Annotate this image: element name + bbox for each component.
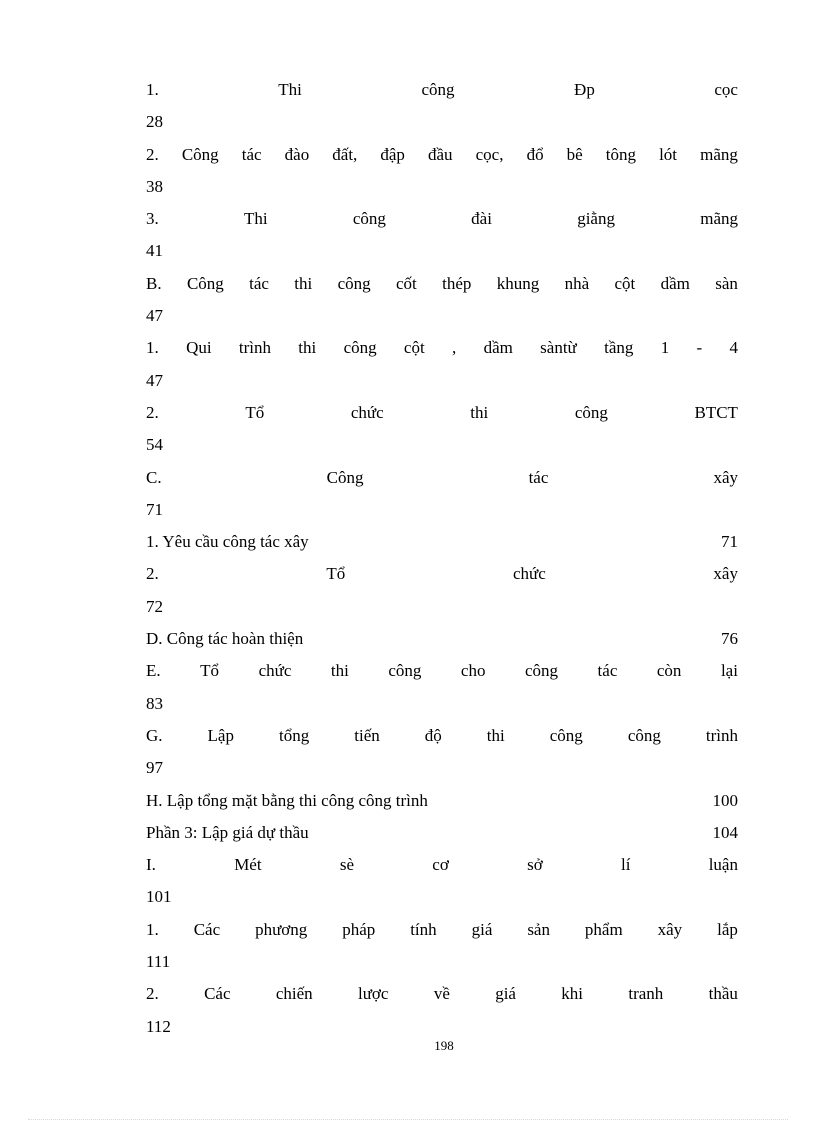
toc-word: Tổ xyxy=(200,661,220,681)
toc-word: mãng xyxy=(700,144,738,164)
toc-word: trình xyxy=(705,725,738,745)
toc-word: trình xyxy=(238,338,271,358)
toc-word: thép xyxy=(442,273,472,293)
toc-word: đài xyxy=(471,209,492,229)
toc-word: công xyxy=(337,273,371,293)
toc-word: thầu xyxy=(708,984,738,1004)
toc-word: xây xyxy=(713,467,738,487)
toc-line xyxy=(146,462,738,494)
toc-line xyxy=(146,558,738,590)
toc-line xyxy=(146,720,738,752)
toc-word: 3. xyxy=(146,209,159,229)
toc-word: tông xyxy=(605,144,636,164)
toc-line xyxy=(146,591,738,623)
toc-word: Thi xyxy=(244,209,268,229)
toc-line xyxy=(146,655,738,687)
toc-entry-page: 111 xyxy=(146,952,171,972)
toc-word: - xyxy=(696,338,703,358)
toc-word: cột xyxy=(403,338,425,358)
toc-word: lót xyxy=(659,144,678,164)
toc-word: thi xyxy=(294,273,313,293)
toc-word: xây xyxy=(713,564,738,584)
toc-word: Các xyxy=(204,984,231,1004)
toc-word: công xyxy=(574,402,608,422)
toc-word: đào xyxy=(284,144,310,164)
toc-word: dầm xyxy=(483,338,513,358)
toc-entry-title: H. Lập tổng mặt bằng thi công công trình xyxy=(146,790,428,810)
toc-word: sở xyxy=(527,855,543,875)
footer-divider xyxy=(28,1119,788,1120)
toc-line xyxy=(146,397,738,429)
toc-word: chức xyxy=(258,661,292,681)
toc-word: thi xyxy=(298,338,317,358)
toc-word: thi xyxy=(486,725,505,745)
toc-line xyxy=(146,623,738,655)
toc-word: cốt xyxy=(395,273,417,293)
toc-line xyxy=(146,946,738,978)
toc-word: cho xyxy=(460,661,486,681)
toc-word: thi xyxy=(470,402,489,422)
toc-line xyxy=(146,139,738,171)
toc-line xyxy=(146,235,738,267)
toc-word: 2. xyxy=(146,144,159,164)
toc-word: 2. xyxy=(146,564,159,584)
toc-word: bê xyxy=(566,144,583,164)
toc-line xyxy=(146,914,738,946)
toc-word: đất, xyxy=(332,144,358,164)
toc-entry-title: D. Công tác hoàn thiện xyxy=(146,629,304,649)
toc-word: sàntừ xyxy=(540,338,577,358)
toc-word: giằng xyxy=(577,209,615,229)
toc-word: tiến xyxy=(354,725,380,745)
toc-word: xây xyxy=(657,919,683,939)
toc-word: sản xyxy=(527,919,550,939)
toc-word: Công xyxy=(181,144,219,164)
toc-word: phương xyxy=(255,919,308,939)
toc-word: tranh xyxy=(628,984,664,1004)
toc-word: 4 xyxy=(729,338,738,358)
toc-word: dầm xyxy=(660,273,690,293)
toc-word: lí xyxy=(620,855,631,875)
toc-word: 2. xyxy=(146,402,159,422)
toc-word: khung xyxy=(496,273,540,293)
toc-word: phẩm xyxy=(584,919,623,939)
toc-word: lược xyxy=(358,984,389,1004)
toc-word: chức xyxy=(512,564,546,584)
toc-word: 1 xyxy=(660,338,670,358)
toc-line xyxy=(146,106,738,138)
toc-line xyxy=(146,688,738,720)
toc-entry-page: 47 xyxy=(146,306,163,326)
toc-word: sè xyxy=(339,855,355,875)
toc-word: tác xyxy=(241,144,262,164)
toc-line xyxy=(146,332,738,364)
toc-entry-page: 100 xyxy=(712,790,738,810)
toc-word: công xyxy=(549,725,583,745)
toc-word: đổ xyxy=(526,144,544,164)
toc-entry-page: 101 xyxy=(146,887,172,907)
toc-word: khi xyxy=(561,984,584,1004)
toc-word: chiến xyxy=(275,984,313,1004)
toc-word: BTCT xyxy=(694,402,738,422)
toc-word: Tổ xyxy=(245,402,265,422)
toc-word: công xyxy=(421,80,455,99)
toc-word: Các xyxy=(193,919,221,939)
toc-line xyxy=(146,526,738,558)
toc-entry-page: 71 xyxy=(146,499,163,519)
toc-word: công xyxy=(524,661,559,681)
toc-line xyxy=(146,365,738,397)
toc-word: về xyxy=(433,984,450,1004)
toc-word: Công xyxy=(326,467,364,487)
toc-word: sàn xyxy=(715,273,738,293)
toc-line xyxy=(146,203,738,235)
toc-word: Công xyxy=(186,273,224,293)
toc-word: luận xyxy=(708,855,738,875)
toc-line xyxy=(146,978,738,1010)
toc-word: mãng xyxy=(700,209,738,229)
toc-word: G. xyxy=(146,725,163,745)
toc-word: tác xyxy=(249,273,269,293)
toc-word: 1. xyxy=(146,338,159,358)
toc-word: đập xyxy=(380,144,405,164)
toc-word: pháp xyxy=(342,919,376,939)
toc-word: 2. xyxy=(146,984,159,1004)
toc-word: giá xyxy=(495,984,516,1004)
toc-word: cọc xyxy=(714,80,738,99)
toc-line xyxy=(146,494,738,526)
toc-word: tầng xyxy=(604,338,634,358)
toc-line xyxy=(146,849,738,881)
toc-entry-page: 38 xyxy=(146,176,163,196)
toc-line xyxy=(146,429,738,461)
toc-word: tác xyxy=(528,467,549,487)
toc-word: Đp xyxy=(574,80,595,99)
toc-entry-page: 47 xyxy=(146,370,163,390)
toc-entry-page: 28 xyxy=(146,112,163,132)
toc-word: Qui xyxy=(186,338,212,358)
toc-word: chức xyxy=(350,402,384,422)
toc-entry-page: 104 xyxy=(712,822,738,842)
toc-entry-title: Phần 3: Lập giá dự thầu xyxy=(146,822,309,842)
toc-word: công xyxy=(627,725,661,745)
toc-word: , xyxy=(452,338,457,358)
toc-word: tổng xyxy=(279,725,310,745)
toc-entry-page: 54 xyxy=(146,435,163,455)
toc-word: độ xyxy=(424,725,442,745)
toc-word: Lập xyxy=(207,725,234,745)
toc-word: B. xyxy=(146,273,162,293)
toc-word: giá xyxy=(471,919,493,939)
toc-word: cột xyxy=(614,273,636,293)
toc-entry-page: 76 xyxy=(721,629,738,649)
toc-entry-page: 71 xyxy=(721,532,738,552)
toc-line xyxy=(146,817,738,849)
toc-entry-page: 83 xyxy=(146,693,163,713)
toc-word: đầu xyxy=(428,144,453,164)
toc-word: 1. xyxy=(146,80,159,99)
toc-word: C. xyxy=(146,467,162,487)
toc-entry-title: 1. Yêu cầu công tác xây xyxy=(146,532,309,552)
toc-word: 1. xyxy=(146,919,159,939)
toc-word: công xyxy=(352,209,386,229)
page-number: 198 xyxy=(434,1038,454,1053)
toc-line xyxy=(146,268,738,300)
toc-word: lại xyxy=(720,661,738,681)
toc-word: Mét xyxy=(234,855,262,875)
toc-word: thi xyxy=(330,661,349,681)
toc-entry-page: 112 xyxy=(146,1016,171,1036)
toc-word: công xyxy=(343,338,377,358)
toc-entry-page: 41 xyxy=(146,241,163,261)
toc-word: E. xyxy=(146,661,161,681)
toc-word: còn xyxy=(656,661,682,681)
table-of-contents xyxy=(146,74,738,1043)
toc-entry-page: 72 xyxy=(146,596,163,616)
toc-line xyxy=(146,785,738,817)
toc-line xyxy=(146,300,738,332)
toc-word: I. xyxy=(146,855,156,875)
toc-line xyxy=(146,752,738,784)
toc-word: Thi xyxy=(278,80,302,99)
toc-line xyxy=(146,881,738,913)
toc-entry-page: 97 xyxy=(146,758,163,778)
toc-line xyxy=(146,74,738,106)
toc-word: cọc, xyxy=(475,144,504,164)
toc-word: cơ xyxy=(432,855,449,875)
toc-word: Tổ xyxy=(326,564,346,584)
toc-word: tác xyxy=(597,661,618,681)
toc-word: nhà xyxy=(564,273,590,293)
toc-word: công xyxy=(388,661,422,681)
toc-word: lắp xyxy=(717,919,738,939)
toc-word: tính xyxy=(410,919,437,939)
toc-line xyxy=(146,171,738,203)
